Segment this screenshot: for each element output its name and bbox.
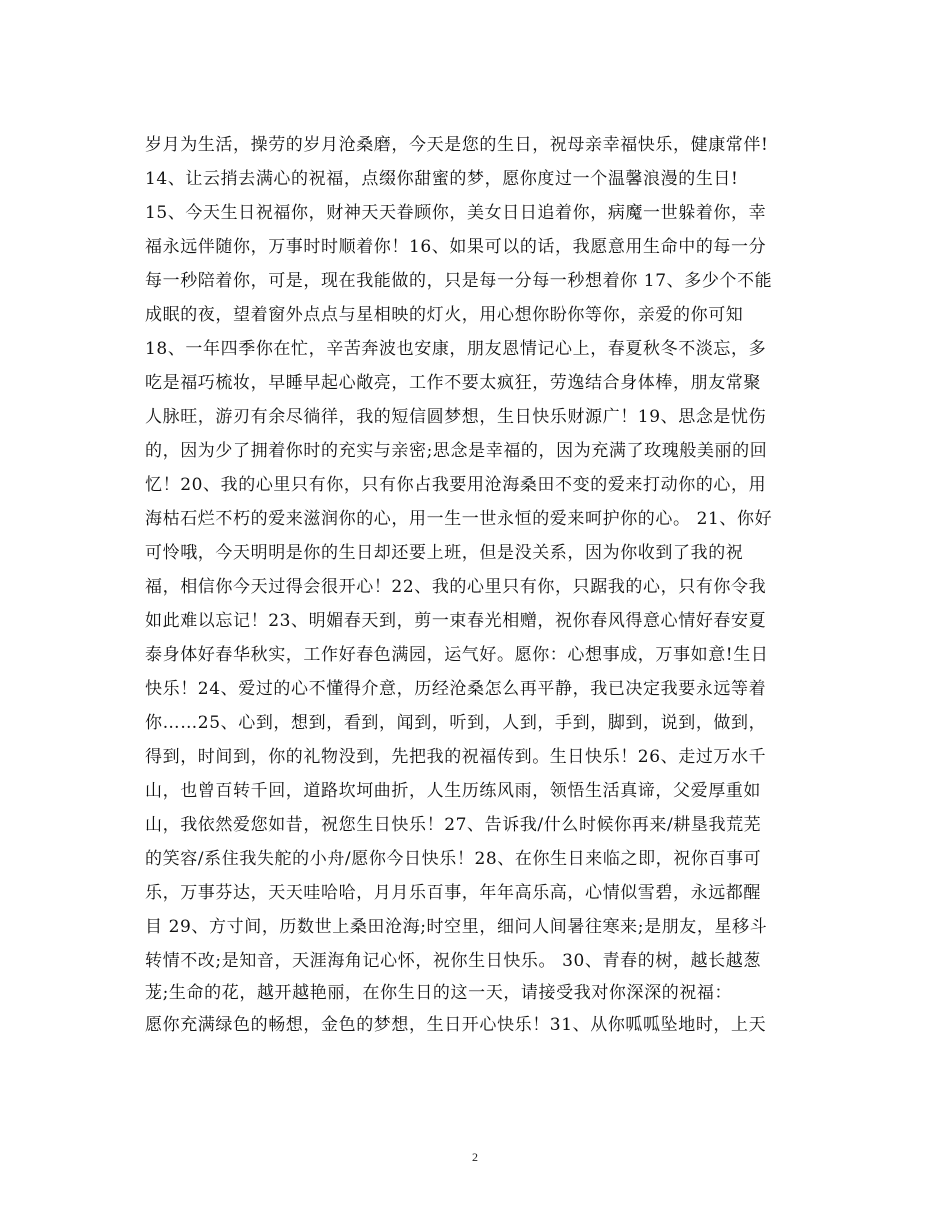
- text-line: 福，相信你今天过得会很开心！22、我的心里只有你，只踞我的心，只有你令我: [145, 577, 767, 597]
- text-line: 18、一年四季你在忙，辛苦奔波也安康，朋友恩情记心上，春夏秋冬不淡忘，多: [145, 339, 767, 359]
- text-line: 如此难以忘记！23、明媚春天到，剪一束春光相赠，祝你春风得意心情好春安夏: [145, 611, 767, 631]
- text-line: 茏;生命的花，越开越艳丽，在你生日的这一天，请接受我对你深深的祝福：: [145, 983, 733, 1003]
- text-line: 每一秒陪着你，可是，现在我能做的，只是每一分每一秒想着你 17、多少个不能: [145, 271, 773, 291]
- text-line: 泰身体好春华秋实，工作好春色满园，运气好。愿你：心想事成，万事如意!生日: [145, 645, 769, 665]
- text-line: 吃是福巧梳妆，早睡早起心敞亮，工作不要太疯狂，劳逸结合身体棒，朋友常聚: [145, 373, 761, 393]
- text-line: 可怜哦，今天明明是你的生日却还要上班，但是没关系，因为你收到了我的祝: [145, 543, 744, 563]
- text-line: 山，我依然爱您如昔，祝您生日快乐！27、告诉我/什么时候你再来/耕垦我荒芜: [145, 815, 762, 835]
- text-line: 14、让云捎去满心的祝福，点缀你甜蜜的梦，愿你度过一个温馨浪漫的生日!: [145, 169, 739, 189]
- text-line: 的笑容/系住我失舵的小舟/愿你今日快乐！28、在你生日来临之即，祝你百事可: [145, 849, 762, 869]
- text-line: 快乐！24、爱过的心不懂得介意，历经沧桑怎么再平静，我已决定我要永远等着: [145, 679, 767, 699]
- text-line: 人脉旺，游刃有余尽徜徉，我的短信圆梦想，生日快乐财源广！19、思念是忧伤: [145, 407, 767, 427]
- text-line: 岁月为生活，操劳的岁月沧桑磨，今天是您的生日，祝母亲幸福快乐，健康常伴!: [145, 135, 769, 155]
- text-line: 的，因为少了拥着你时的充实与亲密;思念是幸福的，因为充满了玫瑰般美丽的回: [145, 441, 768, 461]
- text-line: 成眠的夜，望着窗外点点与星相映的灯火，用心想你盼你等你，亲爱的你可知: [145, 305, 744, 325]
- text-line: 福永远伴随你，万事时时顺着你！16、如果可以的话，我愿意用生命中的每一分: [145, 237, 767, 257]
- text-line: 你……25、心到，想到，看到，闻到，听到，人到，手到，脚到，说到，做到，: [145, 713, 767, 733]
- body-text: [145, 128, 815, 1042]
- text-line: 忆！20、我的心里只有你，只有你占我要用沧海桑田不变的爱来打动你的心，用: [145, 475, 767, 495]
- text-line: 目 29、方寸间，历数世上桑田沧海;时空里，细问人间暑往寒来;是朋友，星移斗: [145, 917, 768, 937]
- text-line: 山，也曾百转千回，道路坎坷曲折，人生历练风雨，领悟生活真谛，父爱厚重如: [145, 781, 761, 801]
- text-line: 15、今天生日祝福你，财神天天眷顾你，美女日日追着你，病魔一世躲着你，幸: [145, 203, 767, 223]
- text-line: 乐，万事芬达，天天哇哈哈，月月乐百事，年年高乐高，心情似雪碧，永远都醒: [145, 883, 761, 903]
- text-line: 海枯石烂不朽的爱来滋润你的心，用一生一世永恒的爱来呵护你的心。 21、你好: [145, 509, 773, 529]
- page-number: 2: [472, 1150, 478, 1164]
- text-line: 转情不改;是知音，天涯海角记心怀，祝你生日快乐。 30、青春的树，越长越葱: [145, 951, 761, 971]
- text-line: 得到，时间到，你的礼物没到，先把我的祝福传到。生日快乐！26、走过万水千: [145, 747, 767, 767]
- text-line: 愿你充满绿色的畅想，金色的梦想，生日开心快乐！31、从你呱呱坠地时，上天: [145, 1015, 767, 1035]
